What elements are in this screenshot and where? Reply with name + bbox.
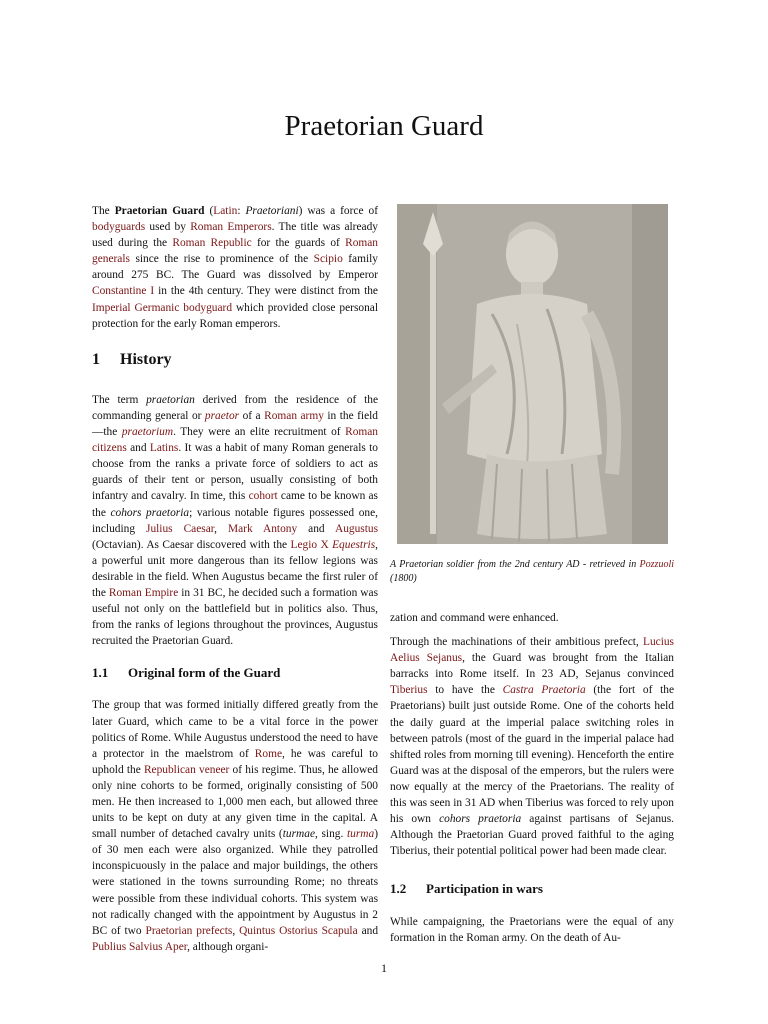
link[interactable]: Tiberius [390, 684, 428, 697]
text-run: (1800) [390, 573, 417, 584]
text-run: in the 4th century. They were distinct from the [154, 285, 378, 298]
section-title: History [120, 350, 172, 368]
text-run: cohors praetoria [110, 506, 190, 519]
link[interactable]: Rome [254, 747, 283, 760]
text-run: , although organi- [187, 940, 269, 953]
text-run: since the rise to prominence of the [129, 253, 314, 266]
section-title: Original form of the Guard [128, 665, 281, 681]
text-run: zation and command were enhanced. [390, 612, 559, 624]
text-run: The group that was formed initially differed greatly from the later Guard, which came to be a vital force in the power politics of Rome. While Augustus understood the need to have a protector in the maelstrom of [92, 699, 378, 760]
original-form-paragraph [92, 697, 378, 955]
text-run: against partisans of Sejanus. Although the Praetorian Guard proved faithful to the aging Tiberius, their potential political power had been made clear. [390, 813, 675, 858]
text-run: . It was a habit of many Roman generals to choose from the ranks a private force of soldiers to act as guards of their tent or person, usually consisting of both infantry and cavalry. In time, this [92, 442, 378, 503]
text-run: (Octavian). As Caesar discovered with the [92, 538, 291, 551]
link[interactable]: Publius Salvius Aper [92, 940, 188, 953]
link[interactable]: Praetorian prefects [145, 924, 233, 937]
section-participation-heading [390, 881, 674, 897]
text-run: and [297, 522, 335, 535]
link[interactable]: Castra Praetoria [502, 684, 586, 697]
link[interactable]: Republican veneer [143, 763, 230, 776]
text-run: . They were an elite recruitment of [173, 426, 346, 439]
left-column [92, 203, 378, 971]
section-number: 1 [92, 350, 100, 368]
text-run: for the guards of [251, 237, 346, 250]
history-paragraph [92, 392, 378, 650]
link[interactable]: turma [346, 828, 375, 841]
link[interactable]: praetor [204, 409, 240, 422]
link[interactable]: Roman citizens [92, 426, 378, 455]
link[interactable]: Roman Republic [172, 237, 252, 250]
text-run: , he was careful to uphold the [92, 747, 378, 776]
text-run: cohors praetoria [439, 813, 522, 826]
text-run: ) of 30 men each were also organized. While they patrolled inconspicuously in the palace and major buildings, the others were stationed in the towns surrounding Rome; no threats were possible from these individual cohorts. This system was not radically changed with the appointment by Augustus in 2 BC of two [92, 828, 378, 937]
text-run: used by [145, 221, 191, 234]
text-run: in the field—the [92, 409, 378, 439]
section-history-heading [92, 352, 378, 368]
link[interactable]: Quintus Ostorius Scapula [239, 924, 358, 937]
sejanus-paragraph [390, 634, 674, 859]
right-column [390, 610, 674, 962]
text-run: to have the [427, 684, 503, 697]
section-number: 1.1 [92, 665, 109, 681]
section-number: 1.2 [390, 881, 407, 897]
text-run: , [232, 924, 240, 937]
figure-caption [390, 558, 674, 586]
page-title: Praetorian Guard [284, 110, 484, 142]
link[interactable]: Equestris [332, 538, 376, 551]
link[interactable]: bodyguards [92, 221, 146, 234]
text-run: The term [92, 393, 147, 406]
intro-paragraph [92, 203, 378, 332]
link[interactable]: Imperial Germanic bodyguard [92, 301, 233, 314]
text-run: (the fort of the Praetorians) built just outside Rome. One of the cohorts held the daily guard at the imperial palace switching roles in between patrols (most of the guard in the imperial palace had shifted roles from morning till evening). Henceforth the entire Guard was at the disposal of the emperors, but the rulers were now equally at the mercy of the Praetorians. The reality of this was seen in 31 AD when Tiberius was forced to rely upon his own [390, 684, 675, 826]
link[interactable]: cohort [248, 490, 278, 503]
link[interactable]: Legio X [290, 538, 333, 551]
text-run: Praetorian Guard [114, 205, 205, 217]
link[interactable]: Lucius Aelius Sejanus [390, 636, 674, 665]
text-run: which provided close personal protection for the early Roman emperors. [92, 301, 378, 330]
text-run: in 31 BC, he decided such a formation was useful not only on the battlefield but in politics also. Thus, from the ranks of legions throughout the provinces, Augustus recruited the Praetorian Guard. [92, 586, 379, 648]
text-run: , sing. [315, 828, 347, 841]
text-run: turmae [282, 828, 316, 841]
link[interactable]: Roman generals [92, 237, 378, 266]
text-run: ) was a force of [298, 205, 378, 217]
link[interactable]: Roman army [264, 409, 324, 422]
text-run: , [214, 522, 228, 535]
text-run: derived from the residence of the commanding general or [92, 393, 378, 422]
link[interactable]: Roman Emperors [190, 221, 272, 234]
link[interactable]: praetorium [121, 426, 174, 439]
text-run: The [92, 205, 115, 217]
statue-illustration [397, 204, 668, 544]
text-run: family around 275 BC. The Guard was dissolved by Emperor [92, 253, 379, 282]
text-run: came to be known as the [92, 490, 378, 519]
text-run: . The title was already used during the [92, 221, 378, 250]
text-run: and [357, 924, 379, 937]
text-run: and [126, 442, 150, 455]
link[interactable]: Julius Caesar [146, 522, 215, 535]
page-number: 1 [381, 961, 387, 975]
text-run: Through the machinations of their ambitious prefect, [390, 636, 643, 649]
link[interactable]: Latins [149, 442, 179, 455]
text-run: ( [204, 205, 214, 217]
continuation-paragraph [390, 610, 674, 626]
text-run: of a [239, 409, 265, 422]
text-run: : [237, 205, 246, 217]
text-run: , a powerful unit more dangerous than its fellow legions was desirable in the field. When Augustus became the first ruler of the [92, 538, 378, 599]
text-run: While campaigning, the Praetorians were the equal of any formation in the Roman army. On the death of Au- [390, 915, 674, 944]
wars-paragraph [390, 914, 674, 946]
link[interactable]: Mark Antony [227, 522, 298, 535]
text-run: A Praetorian soldier from the 2nd century AD - retrieved in [390, 559, 640, 570]
link[interactable]: Scipio [313, 253, 343, 266]
link[interactable]: Latin [213, 205, 238, 217]
link[interactable]: Augustus [334, 522, 379, 535]
section-title: Participation in wars [426, 881, 543, 897]
text-run: , the Guard was brought from the Italian barracks into Rome itself. In 23 AD, Sejanus convinced [390, 652, 674, 681]
praetorian-figure-image [397, 204, 668, 544]
link[interactable]: Constantine I [92, 285, 155, 298]
section-original-form-heading [92, 665, 378, 681]
text-run: ; various notable figures possessed one, including [92, 506, 378, 535]
text-run: Praetoriani [245, 205, 299, 217]
link[interactable]: Roman Empire [108, 586, 179, 599]
text-run: praetorian [146, 393, 195, 406]
text-run: of his regime. Thus, he allowed only nine cohorts to be formed, originally consisting of 500 men. He then increased to 1,000 men each, but allowed three units to be kept on duty at any given time in the capital. A small number of detached cavalry units ( [92, 763, 378, 841]
link[interactable]: Pozzuoli [639, 559, 674, 570]
